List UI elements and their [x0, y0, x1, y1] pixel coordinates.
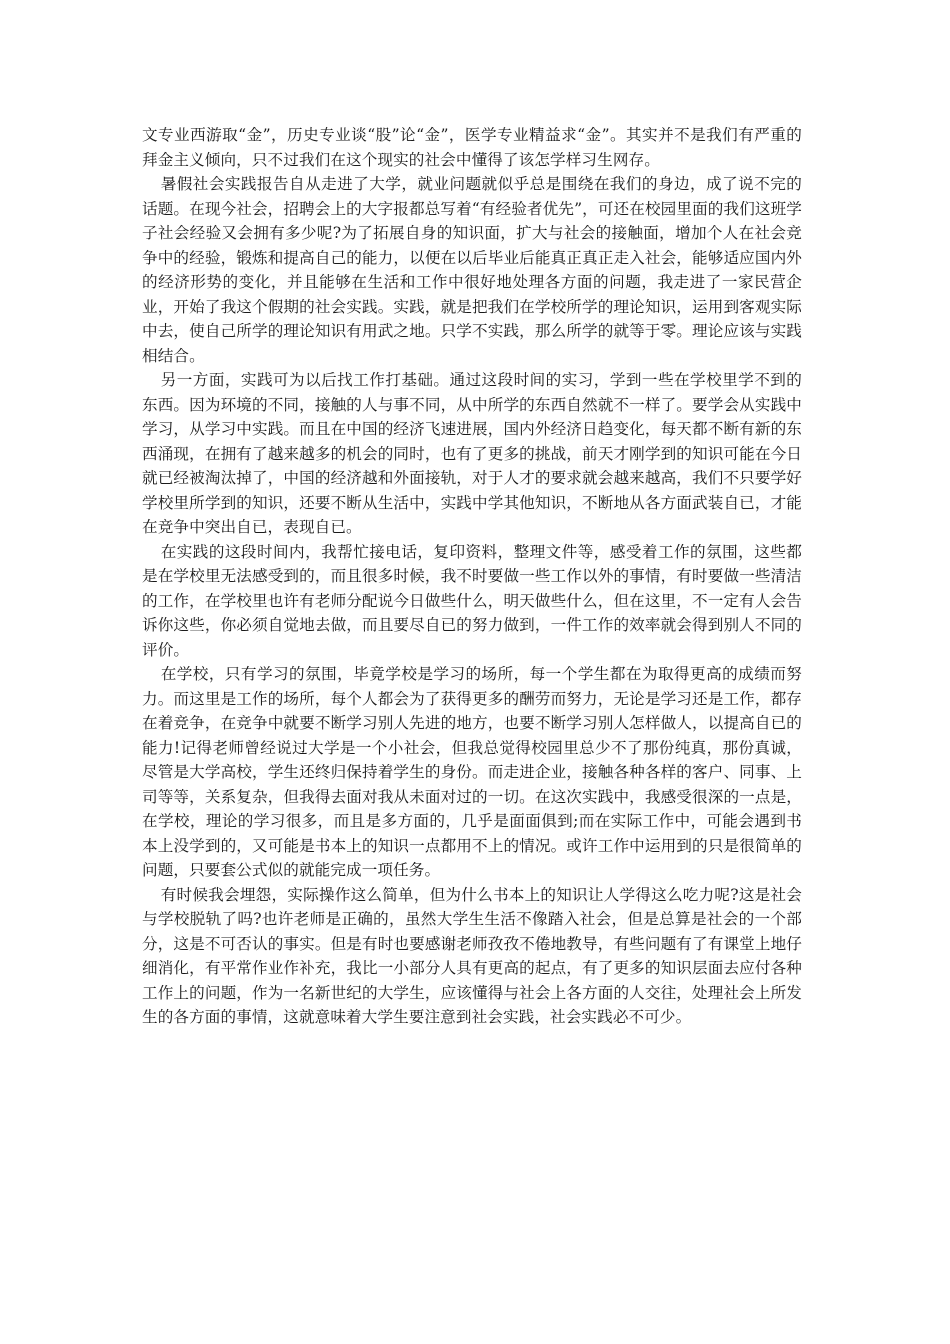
- paragraph-5: 在学校，只有学习的氛围，毕竟学校是学习的场所，每一个学生都在为取得更高的成绩而努力。而这里是工作的场所，每个人都会为了获得更多的酬劳而努力，无论是学习还是工作，都存在着竞争，在竞争中就要不断学习别人先进的地方，也要不断学习别人怎样做人，以提高自已的能力!记得老师曾经说过大学是一个小社会，但我总觉得校园里总少不了那份纯真，那份真诚，尽管是大学高校，学生还终归保持着学生的身份。而走进企业，接触各种各样的客户、同事、上司等等，关系复杂，但我得去面对我从未面对过的一切。在这次实践中，我感受很深的一点是，在学校，理论的学习很多，而且是多方面的，几乎是面面俱到;而在实际工作中，可能会遇到书本上没学到的，又可能是书本上的知识一点都用不上的情况。或许工作中运用到的只是很简单的问题，只要套公式似的就能完成一项任务。: [142, 665, 802, 879]
- paragraph-6: 有时候我会埋怨，实际操作这么简单，但为什么书本上的知识让人学得这么吃力呢?这是社会与学校脱轨了吗?也许老师是正确的，虽然大学生生活不像踏入社会，但是总算是社会的一个部分，这是不可否认的事实。但是有时也要感谢老师孜孜不倦地教导，有些问题有了有课堂上地仔细消化，有平常作业作补充，我比一小部分人具有更高的起点，有了更多的知识层面去应付各种工作上的问题，作为一名新世纪的大学生，应该懂得与社会上各方面的人交往，处理社会上所发生的各方面的事情，这就意味着大学生要注意到社会实践，社会实践必不可少。: [142, 885, 802, 1026]
- paragraph-1: 文专业西游取“金”，历史专业谈“股”论“金”，医学专业精益求“金”。其实并不是我们有严重的拜金主义倾向，只不过我们在这个现实的社会中懂得了该怎学样习生网存。: [142, 126, 802, 169]
- paragraph-4: 在实践的这段时间内，我帮忙接电话，复印资料，整理文件等，感受着工作的氛围，这些都是在学校里无法感受到的，而且很多时候，我不时要做一些工作以外的事情，有时要做一些清洁的工作，在学校里也许有老师分配说今日做些什么，明天做些什么，但在这里，不一定有人会告诉你这些，你必须自觉地去做，而且要尽自已的努力做到，一件工作的效率就会得到别人不同的评价。: [142, 542, 802, 659]
- document-body: [142, 123, 802, 1030]
- paragraph-2: 暑假社会实践报告自从走进了大学，就业问题就似乎总是围绕在我们的身边，成了说不完的话题。在现今社会，招聘会上的大字报都总写着“有经验者优先”，可还在校园里面的我们这班学子社会经验又会拥有多少呢?为了拓展自身的知识面，扩大与社会的接触面，增加个人在社会竞争中的经验，锻炼和提高自己的能力，以便在以后毕业后能真正真正走入社会，能够适应国内外的经济形势的变化，并且能够在生活和工作中很好地处理各方面的问题，我走进了一家民营企业，开始了我这个假期的社会实践。实践，就是把我们在学校所学的理论知识，运用到客观实际中去，使自己所学的理论知识有用武之地。只学不实践，那么所学的就等于零。理论应该与实践相结合。: [142, 175, 802, 365]
- paragraph-3: 另一方面，实践可为以后找工作打基础。通过这段时间的实习，学到一些在学校里学不到的东西。因为环境的不同，接触的人与事不同，从中所学的东西自然就不一样了。要学会从实践中学习，从学习中实践。而且在中国的经济飞速进展，国内外经济日趋变化，每天都不断有新的东西涌现，在拥有了越来越多的机会的同时，也有了更多的挑战，前天才刚学到的知识可能在今日就已经被淘汰掉了，中国的经济越和外面接轨，对于人才的要求就会越来越高，我们不只要学好学校里所学到的知识，还要不断从生活中，实践中学其他知识，不断地从各方面武装自已，才能在竞争中突出自已，表现自已。: [142, 371, 802, 536]
